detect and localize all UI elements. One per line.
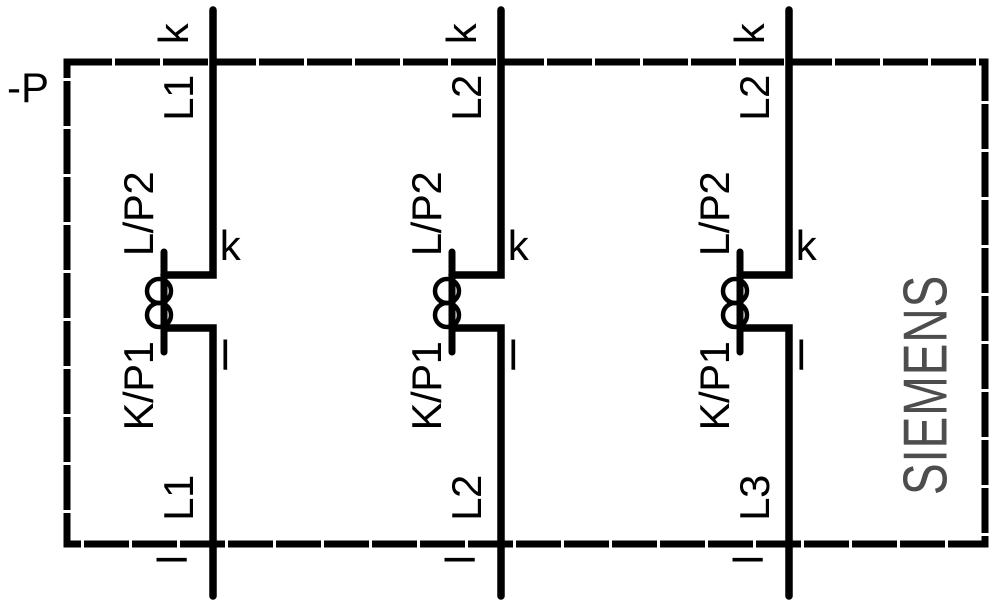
ct1-phase-line-top bbox=[164, 10, 213, 275]
ct3-winding-p1-label: K/P1 bbox=[691, 341, 738, 431]
ct2-terminal-l-bottom-label: l bbox=[437, 555, 484, 565]
ct2-winding-p2-label: L/P2 bbox=[403, 171, 450, 257]
ct1-winding-p2-label: L/P2 bbox=[115, 171, 162, 257]
ct1-phase-bottom-label: L1 bbox=[155, 475, 202, 521]
ct1-terminal-l-label: l bbox=[220, 332, 230, 379]
ct3-phase-bottom-label: L3 bbox=[731, 475, 778, 521]
ct1-symbol bbox=[147, 10, 213, 596]
ct3-symbol bbox=[723, 10, 789, 596]
ct2-phase-line-bottom bbox=[452, 328, 501, 596]
ct2-phase-line-top bbox=[452, 10, 501, 275]
ct3-terminal-l-bottom-label: l bbox=[725, 555, 772, 565]
ct1-winding-p1-label: K/P1 bbox=[115, 341, 162, 431]
ct2-terminal-l-label: l bbox=[508, 332, 518, 379]
device-border bbox=[67, 62, 985, 544]
ct1-phase-top-label: L1 bbox=[155, 75, 202, 121]
ct3-phase-top-label: L2 bbox=[731, 75, 778, 121]
ct1-terminal-l-bottom-label: l bbox=[149, 555, 196, 565]
ct2-phase-bottom-label: L2 bbox=[443, 475, 490, 521]
ct2-phase-top-label: L2 bbox=[443, 75, 490, 121]
ct3-phase-line-top bbox=[740, 10, 789, 275]
ct2-terminal-k-label: k bbox=[507, 222, 529, 269]
ct1-phase-line-bottom bbox=[164, 328, 213, 596]
ct3-terminal-k-label: k bbox=[795, 222, 817, 269]
ct3-terminal-k-top-label: k bbox=[726, 23, 773, 45]
ct2-winding-p1-label: K/P1 bbox=[403, 341, 450, 431]
ct3-winding-p2-label: L/P2 bbox=[691, 171, 738, 257]
ct2-symbol bbox=[435, 10, 501, 596]
ct3-terminal-l-label: l bbox=[796, 332, 806, 379]
siemens-logo: SIEMENS bbox=[891, 274, 961, 496]
ct1-terminal-k-top-label: k bbox=[150, 23, 197, 45]
device-label: -P bbox=[7, 64, 49, 111]
ct2-terminal-k-top-label: k bbox=[438, 23, 485, 45]
ct3-phase-line-bottom bbox=[740, 328, 789, 596]
ct1-terminal-k-label: k bbox=[219, 222, 241, 269]
